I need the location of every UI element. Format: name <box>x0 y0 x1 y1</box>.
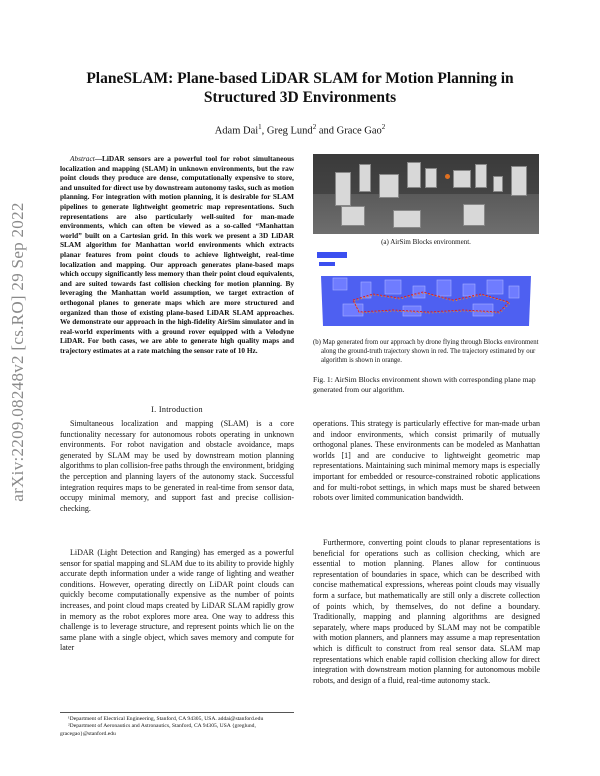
author-name: Adam Dai <box>214 125 259 137</box>
plane-block <box>361 282 371 298</box>
block <box>493 176 503 192</box>
plane-block <box>343 304 363 316</box>
intro-paragraph: Simultaneous localization and mapping (SLAM) is a core functionality necessary for autonomous robots operating in unknown environments. For robot navigation and obstacle avoidance, maps generated by SLAM may be used by downstream motion planning algorithms to plan collision-free paths through the environment, bridging the perception and planning layers of the autonomy stack. Successful integration requires maps to be generated in real-time from sensor data, occupy minimal memory, and support fast and precise collision-checking. <box>60 419 294 513</box>
block <box>379 174 399 198</box>
footnote: ¹Department of Electrical Engineering, Stanford, CA 94305, USA. addai@stanford.edu <box>68 716 264 722</box>
abstract <box>60 154 294 355</box>
abstract-text: LiDAR sensors are a powerful tool for robot simultaneous localization and mapping (SLAM) in unknown environments, but the raw point clouds they produce are dense, computationally expensive to store, and unsuited for direct use by downstream autonomy tasks, such as motion planning. For integration with motion planning, it is desirable for SLAM pipelines to generate lightweight geometric map representations. Such representations are also particularly well-suited for man-made environments, which can often be viewed as a so-called “Manhattan world” built on a Cartesian grid. In this work we present a 3D LiDAR SLAM algorithm for Manhattan world environments which extracts planar features from point clouds to achieve lightweight, real-time localization and mapping. Our approach generates plane-based maps which occupy significantly less memory than their point cloud equivalents, and are suited towards fast collision checking for motion planning. By leveraging the Manhattan world assumption, we target extraction of orthogonal planes to generate maps which are more structured and organized than those of existing plane-based LiDAR SLAM approaches. We demonstrate our approach in the high-fidelity AirSim simulator and in real-world experiments with a ground rover equipped with a Velodyne LiDAR. For both cases, we are able to generate high quality maps and trajectory estimates at a rate matching the sensor rate of 10 Hz. <box>60 154 294 355</box>
drone-marker <box>445 174 450 179</box>
block <box>453 170 471 188</box>
plane-block <box>473 304 493 316</box>
abstract-indent <box>60 154 70 163</box>
plane-block <box>333 278 347 290</box>
subfigure-caption <box>313 338 539 365</box>
footnotes <box>60 712 294 738</box>
block <box>425 168 437 188</box>
section-heading: I. Introduction <box>151 405 203 414</box>
author-separator: , <box>261 125 267 137</box>
block <box>463 204 485 226</box>
block <box>393 210 421 228</box>
plane-map-render <box>313 250 539 330</box>
author-name: Greg Lund <box>266 125 313 137</box>
abstract-dash: — <box>94 154 103 163</box>
arxiv-identifier: arXiv:2209.08248v2 [cs.RO] 29 Sep 2022 <box>8 202 27 502</box>
figure-caption: Fig. 1: AirSim Blocks environment shown with corresponding plane map generated from our algorithm. <box>313 375 536 394</box>
author-list <box>60 123 540 137</box>
plane-block <box>437 280 451 296</box>
paper-title: PlaneSLAM: Plane-based LiDAR SLAM for Motion Planning in Structured 3D Environments <box>86 70 514 106</box>
body-paragraph: Furthermore, converting point clouds to planar representations is beneficial for operations such as collision checking, which are essential to motion planning. Planes allow for continuous representation of boundaries in space, which can be described with concise mathematical expressions, whereas point clouds may visually form a surface, but mathematically are still only a discrete collection of points which, by themselves, do not define a boundary. Traditionally, mapping and planning algorithms are designed separately, where maps produced by SLAM may not be compatible with motion planners, and planners may assume a map representation which is difficult to construct from real sensor data. SLAM map representations which enable rapid collision checking allow for direct integration with downstream motion planning for autonomous mobile robots, and design of a fluid, real-time autonomy stack. <box>313 538 540 685</box>
airsim-blocks-render <box>313 154 539 234</box>
block <box>335 172 351 206</box>
block <box>511 166 527 196</box>
abstract-label: Abstract <box>70 154 95 163</box>
affiliation-marker: 1 <box>258 123 262 131</box>
plane-block <box>413 286 425 298</box>
intro-paragraph: LiDAR (Light Detection and Ranging) has emerged as a powerful sensor for spatial mapping and SLAM due to its ability to provide highly accurate depth information under a wide range of lighting and weather conditions. However, operating directly on LiDAR point clouds can quickly become computationally expensive as the number of points increases, and point cloud maps created by LiDAR SLAM rapidly grow in memory as the robot explores more area. One way to address this challenge is to leverage structure, and represent points which lie on the same plane with a single object, which saves memory and compute for later <box>60 548 294 653</box>
floating-plane <box>317 252 347 258</box>
plane-block <box>487 280 503 294</box>
subfigure-caption: (a) AirSim Blocks environment. <box>381 238 471 246</box>
affiliation-marker: 2 <box>381 123 386 131</box>
caption-text: (b) Map generated from our approach by drone flying through Blocks environment along the ground-truth trajectory shown in red. The trajectory estimated by our algorithm is shown in orange. <box>313 339 539 364</box>
floating-plane <box>319 262 335 266</box>
plane-block <box>463 284 475 296</box>
block <box>341 206 365 226</box>
affiliation-marker: 2 <box>312 123 317 131</box>
plane-block <box>385 280 401 294</box>
footnote: ²Department of Aeronautics and Astronautics, Stanford, CA 94305, USA {greglund, gracegao}@stanford.edu <box>60 723 256 737</box>
block <box>475 164 487 188</box>
plane-block <box>509 286 519 298</box>
block <box>359 164 371 192</box>
block <box>407 162 421 188</box>
body-paragraph: operations. This strategy is particularly effective for man-made urban and indoor environments, which consist primarily of mutually orthogonal planes. These environments can be modeled as Manhattan worlds [1] and are conducive to lightweight geometric map representations. Maintaining such minimal memory maps is especially important for embedded or resource-constrained robotic applications and for multi-robot settings, in which maps must be shared between robots over limited communication bandwidth. <box>313 419 540 503</box>
author-name: Grace Gao <box>336 125 382 137</box>
author-separator: and <box>316 125 337 137</box>
